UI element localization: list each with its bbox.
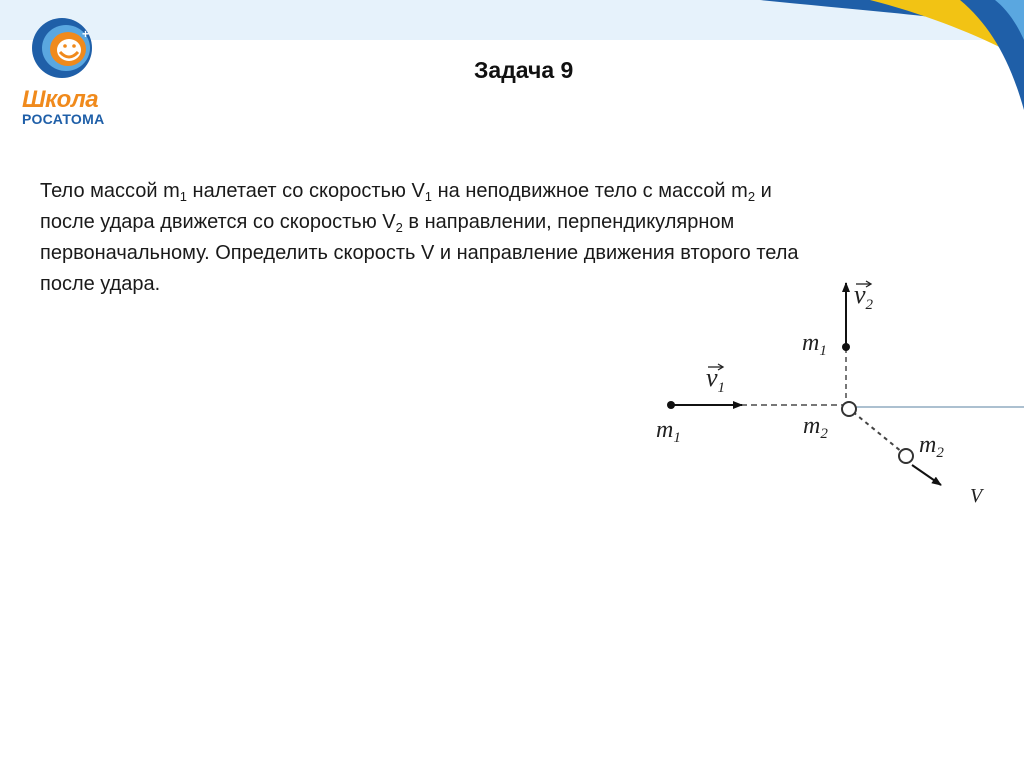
label-v: V (970, 485, 983, 507)
text-segment: и (755, 180, 772, 202)
m2-right-circle (899, 449, 913, 463)
problem-line-4: после удара. (40, 273, 161, 295)
label-m2-right: $m_2$ (919, 432, 944, 461)
svg-text:+: + (82, 27, 90, 41)
text-segment: после удара движется со скоростью V (40, 211, 396, 233)
subscript: 1 (424, 189, 433, 204)
label-m1-left: $m_1$ (656, 417, 681, 446)
subscript: 2 (395, 220, 403, 235)
svg-text:v2: $v_2$ (854, 280, 874, 313)
svg-text:v1: $v_1$ (706, 363, 726, 396)
arrow-v (912, 465, 941, 485)
text-segment: на неподвижное тело с массой m (432, 180, 748, 202)
subscript: 1 (179, 189, 187, 204)
text-segment: в направлении, перпендикулярном (402, 211, 735, 233)
label-m2-center: $m_2$ (803, 413, 828, 442)
label-v2 (854, 280, 874, 313)
label-v1 (706, 363, 725, 396)
m2-center-circle (842, 402, 856, 416)
collision-diagram (640, 270, 1024, 520)
logo-text-school: Школа (22, 86, 99, 113)
text-segment: Тело массой m (40, 180, 180, 202)
label-m1-top: $m_1$ (802, 330, 827, 359)
logo-text-rosatom: РОСАТОМА (22, 111, 105, 127)
slide-title: Задача 9 (474, 57, 574, 83)
m1-top-dot (842, 343, 850, 351)
m1-left-dot (667, 401, 675, 409)
problem-line-1 (40, 176, 960, 207)
subscript: 2 (747, 189, 756, 204)
problem-line-2 (40, 207, 960, 238)
problem-line-3: первоначальному. Определить скорость V и направление движения второго тела (40, 242, 799, 264)
path-m2 (853, 412, 902, 452)
text-segment: налетает со скоростью V (186, 180, 425, 202)
